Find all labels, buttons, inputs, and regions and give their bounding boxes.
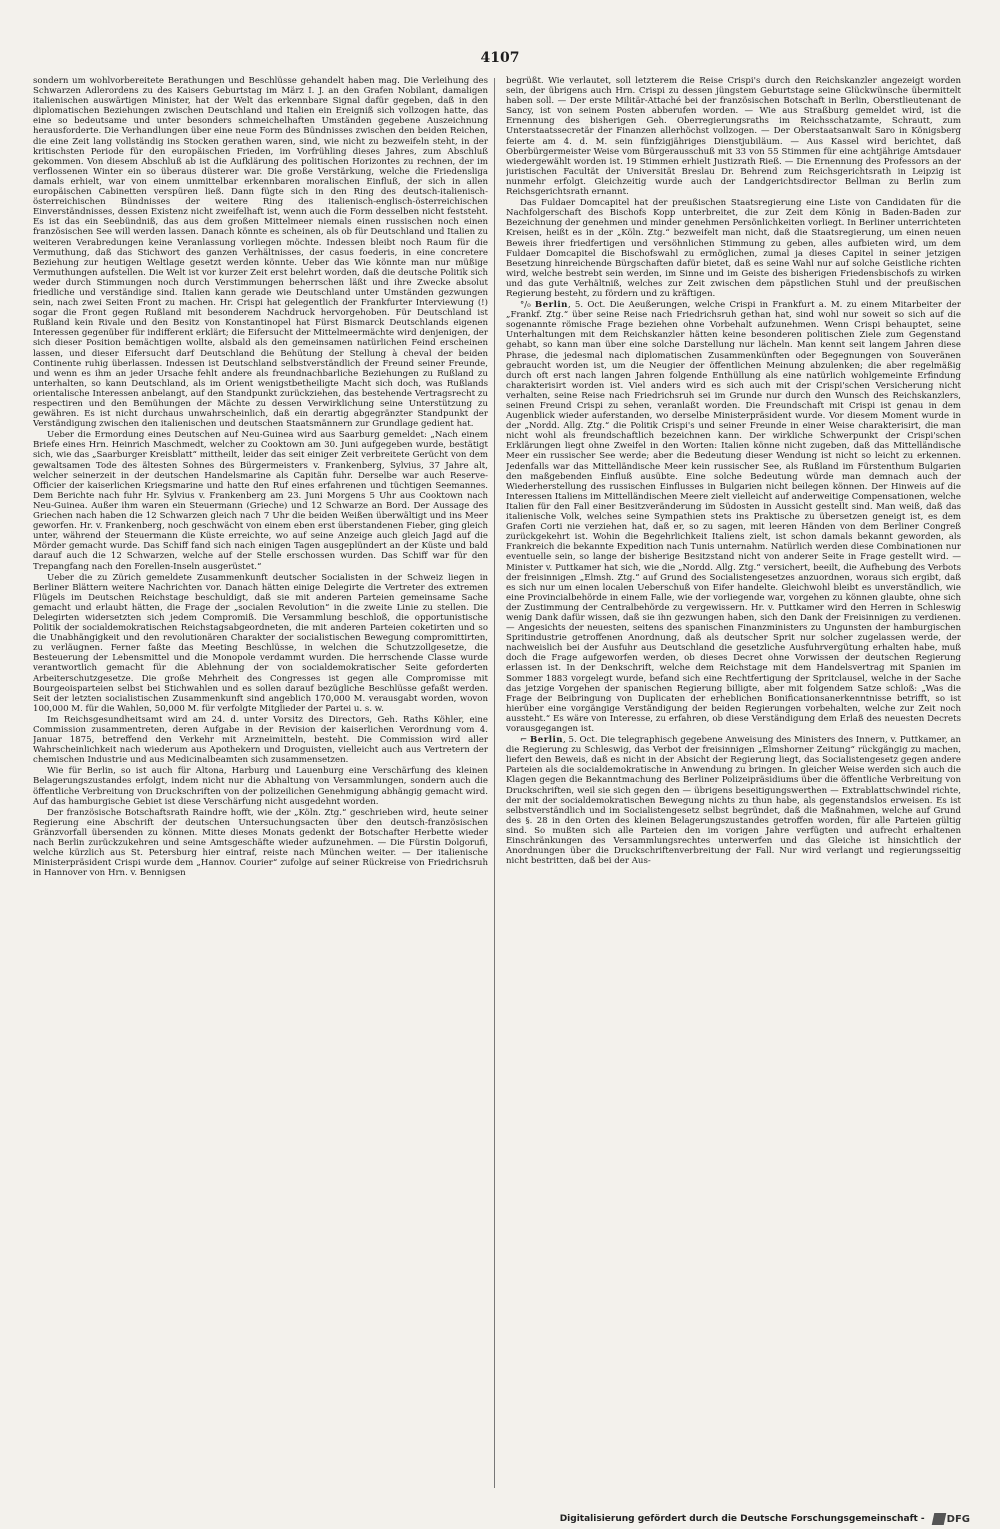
footer-credit: Digitalisierung gefördert durch die Deutsche Forschungsgemeinschaft - bbox=[559, 1514, 925, 1524]
article-paragraph: begrüßt. Wie verlautet, soll letzterem die Reise Crispi's durch den Reichskanzler angezeigt worden sein, der übrigens auch Hrn. Crispi zu dessen jüngstem Geburtstage seine Glückwünsche übermittelt haben soll. — Der erste Militär-Attaché bei der französischen Botschaft in Berlin, Oberstlieutenant de Sancy, ist von seinem Posten abberufen worden. — Wie aus Straßburg gemeldet wird, ist die Ernennung des bisherigen Geh. Oberregierungsraths im Reichsschatzamte, Schrautt, zum Unterstaatssecretär der Finanzen allerhöchst vollzogen. — Der Oberstaatsanwalt Saro in Königsberg feierte am 4. d. M. sein fünfzigjähriges Dienstjubiläum. — Aus Kassel wird berichtet, daß Oberbürgermeister Weise vom Bürgerausschuß mit 33 von 55 Stimmen für eine achtjährige Amtsdauer wiedergewählt worden ist. 19 Stimmen erhielt Justizrath Rieß. — Die Ernennung des Professors an der juristischen Facultät der Universität Breslau Dr. Behrend zum Reichsgerichtsrath in Leipzig ist nunmehr erfolgt. Gleichzeitig wurde auch der Landgerichtsdirector Bellman zu Berlin zum Reichsgerichtsrath ernannt. bbox=[506, 76, 961, 198]
column-divider bbox=[494, 78, 495, 1488]
article-paragraph: Ueber die zu Zürich gemeldete Zusammenkunft deutscher Socialisten in der Schweiz liegen in Berliner Blättern weitere Nachrichten vor. Danach hätten einige Delegirte die Vertreter des extremen Flügels im Deutschen Reichstage beschuldigt, daß sie mit anderen Parteien gemeinsame Sache gemacht und erlaubt hätten, die Frage der „socialen Revolution“ in die zweite Linie zu stellen. Die Delegirten widersetzten sich jedem Compromiß. Die Versammlung beschloß, die opportunistische Politik der socialdemokratischen Reichstagsabgeordneten, die mit anderen Parteien coketirten und so die Unabhängigkeit und den revolutionären Charakter der socialistischen Bewegung compromittirten, zu verläugnen. Ferner faßte das Meeting Beschlüsse, in welchen die Schutzzollgesetze, die Besteuerung der Lebensmittel und die Monopole verdammt wurden. Die herrschende Classe wurde verantwortlich gemacht für die Ablehnung der von socialdemokratischer Seite geforderten Arbeiterschutzgesetze. Die große Mehrheit des Congresses ist gegen alle Compromisse mit Bourgeoisparteien selbst bei Stichwahlen und es sollen darauf bezügliche Beschlüsse gefaßt werden. Seit der letzten socialistischen Zusammenkunft sind angeblich 170,000 M. verausgabt worden, wovon 100,000 M. für die Wahlen, 50,000 M. für verfolgte Mitglieder der Partei u. s. w. bbox=[33, 572, 488, 714]
footer bbox=[560, 1513, 970, 1525]
article-paragraph: Wie für Berlin, so ist auch für Altona, Harburg und Lauenburg eine Verschärfung des kleinen Belagerungszustandes erfolgt, indem nicht nur die Abhaltung von Versammlungen, sondern auch die öffentliche Verbreitung von Druckschriften von der polizeilichen Genehmigung abhängig gemacht wird. Auf das hamburgische Gebiet ist diese Verschärfung nicht ausgedehnt worden. bbox=[33, 766, 488, 807]
right-column bbox=[506, 76, 961, 1496]
article-paragraph: Im Reichsgesundheitsamt wird am 24. d. unter Vorsitz des Directors, Geh. Raths Köhler, eine Commission zusammentreten, deren Aufgabe in der Revision der kaiserlichen Verordnung vom 4. Januar 1875, betreffend den Verkehr mit Arzneimitteln, besteht. Die Commission wird aller Wahrscheinlichkeit nach wiederum aus Apothekern und Droguisten, vielleicht auch aus Vertretern der chemischen Industrie und aus Medicinalbeamten sich zusammensetzen. bbox=[33, 714, 488, 766]
article-body: Die Aeußerungen, welche Crispi in Frankfurt a. M. zu einem Mitarbeiter der „Frankf. Ztg.“ über seine Reise nach Friedrichsruh gethan hat, sind wohl nur soweit so sich auf die sogenannte römische Frage beziehen ohne Vorbehalt aufzunehmen. Wenn Crispi behauptet, seine Unterhaltungen mit dem Reichskanzler hätten keine besonderen politischen Ziele zum Gegenstand gehabt, so kann man über eine solche Darstellung nur lächeln. Man kennt seit langem Jahren diese Phrase, die jedesmal nach diplomatischen Zusammenkünften oder Begegnungen von Souveränen gebraucht worden ist, um die Neugier der öffentlichen Meinung abzulenken; die aber regelmäßig durch oft erst nach langen Jahren folgende Enthüllung als eine natürlich wohlgemeinte Erfindung charakterisirt worden ist. Viel anders wird es sich auch mit der Crispi'schen Versicherung nicht verhalten, seine Reise nach Friedrichsruh sei im Grunde nur durch den Wunsch des Reichskanzlers, seinen Freund Crispi zu sehen, veranlaßt worden. Die Freundschaft mit Crispi ist genau in dem Augenblick wieder auferstanden, wo derselbe Ministerpräsident wurde. Vor diesem Moment wurde in der „Nordd. Allg. Ztg.“ die Politik Crispi's und seiner Freunde in einer Weise charakterisirt, die man nicht wohl als freundschaftlich bezeichnen kann. Der wirkliche Schwerpunkt der Crispi'schen Erklärungen liegt ohne Zweifel in den Worten: Italien könne nicht zugeben, daß das Mittelländische Meer ein russischer See werde; aber die Bedeutung dieser Wendung ist nicht so leicht zu erkennen. Jedenfalls war das Mittelländische Meer kein russischer See, als Rußland im Fürstenthum Bulgarien den maßgebenden Einfluß ausübte. Eine solche Bedeutung würde man demnach auch der Wiederherstellung des russischen Einflusses in Bulgarien nicht beilegen können. Der Hinweis auf die Interessen Italiens im Mittelländischen Meere zielt vielleicht auf anderweitige Compensationen, welche Italien für den Fall einer Besitzveränderung im Südosten in Aussicht gestellt sind. Man weiß, daß das italienische Volk, welches seine Sympathien stets ins Praktische zu übersetzen geneigt ist, es dem Grafen Corti nie verziehen hat, daß er, so zu sagen, mit leeren Händen von dem Berliner Congreß zurückgekehrt ist. Wohin die Begehrlichkeit Italiens zielt, ist schon damals bekannt geworden, als Frankreich die bekannte Expedition nach Tunis unternahm. Natürlich werden diese Combinationen nur eventuelle sein, so lange der bisherige Besitzstand nicht von anderer Seite in Frage gestellt wird. — Minister v. Puttkamer hat sich, wie die „Nordd. Allg. Ztg.“ versichert, beeilt, die Aufhebung des Verbots der freisinnigen „Elmsh. Ztg.“ auf Grund des Socialistengesetzes anzuordnen, woraus sich ergibt, daß es sich nur um einen localen Ueberschuß von Eifer handelte. Gleichwohl bleibt es unverständlich, wie eine Provincialbehörde in einem Falle, wie der vorliegende war, vorgehen zu können glaubte, ohne sich der Zustimmung der Centralbehörde zu vergewissern. Hr. v. Puttkamer wird den Herren in Schleswig wenig Dank dafür wissen, daß sie ihn gezwungen haben, sich den Dank der Freisinnigen zu verdienen. — Angesichts der neuesten, seitens des spanischen Finanzministers zu Ungunsten der hamburgischen Spritindustrie getroffenen Anordnung, daß als deutscher Sprit nur solcher zugelassen werde, der nachweislich bei der Ausfuhr aus Deutschland die gesetzliche Ausfuhrvergütung erhalten habe, muß doch die Frage aufgeworfen werden, ob dieses Decret ohne Vorwissen der deutschen Regierung erlassen ist. In der Denkschrift, welche dem Reichstage mit dem Handelsvertrag mit Spanien im Sommer 1883 vorgelegt wurde, befand sich eine Rechtfertigung der Spritclausel, welche in der Sache das jetzige Vorgehen der spanischen Regierung billigte, aber mit folgendem Satze schloß: „Was die Frage der Beibringung von Duplicaten der erheblichen Bonificationsanerkenntnisse betrifft, so ist hierüber eine vorgängige Verständigung der beiden Regierungen vorbehalten, welche zur Zeit noch aussteht.“ Es wäre von Interesse, zu erfahren, ob diese Verständigung dem Erlaß des neuesten Decrets vorausgegangen ist. bbox=[506, 300, 961, 734]
dateline-date: , 5. Oct. bbox=[563, 735, 598, 746]
dateline-place: Berlin bbox=[530, 735, 564, 746]
article-paragraph: Ueber die Ermordung eines Deutschen auf Neu-Guinea wird aus Saarburg gemeldet: „Nach einem Briefe eines Hrn. Heinrich Maschmedt, welcher zu Cooktown am 30. Juni aufgegeben wurde, bestätigt sich, wie das „Saarburger Kreisblatt“ mittheilt, leider das seit einiger Zeit verbreitete Gerücht von dem gewaltsamen Tode des ältesten Sohnes des Bürgermeisters v. Frankenberg, Sylvius, 37 Jahre alt, welcher seinerzeit in der deutschen Handelsmarine als Capitän fuhr. Derselbe war auch Reserve-Officier der kaiserlichen Kriegsmarine und hatte den Ruf eines erfahrenen und tüchtigen Seemannes. Dem Berichte nach fuhr Hr. Sylvius v. Frankenberg am 23. Juni Morgens 5 Uhr aus Cooktown nach Neu-Guinea. Außer ihm waren ein Steuermann (Grieche) und 12 Schwarze an Bord. Der Aussage des Griechen nach haben die 12 Schwarzen gleich nach 7 Uhr die beiden Weißen überwältigt und ins Meer geworfen. Hr. v. Frankenberg, noch geschwächt von einem eben erst überstandenen Fieber, ging gleich unter, während der Steuermann die Küste erreichte, wo auf seine Anzeige auch gleich Jagd auf die Mörder gemacht wurde. Das Schiff fand sich nach einigen Tagen ausgeplündert an der Küste und bald darauf auch die 12 Schwarzen, welche auf der Stelle erschossen wurden. Das Schiff war für den Trepangfang nach den Forellen-Inseln ausgerüstet.“ bbox=[33, 430, 488, 572]
article-paragraph: Das Fuldaer Domcapitel hat der preußischen Staatsregierung eine Liste von Candidaten für die Nachfolgerschaft des Bischofs Kopp unterbreitet, die zur Zeit dem König in Baden-Baden zur Bezeichnung der genehmen und minder genehmen Persönlichkeiten vorliegt. In Berliner unterrichteten Kreisen, heißt es in der „Köln. Ztg.“ bezweifelt man nicht, daß die Staatsregierung, um einen neuen Beweis ihrer friedfertigen und versöhnlichen Stimmung zu geben, alles aufbieten wird, um dem Fuldaer Domcapitel die Bischofswahl zu ermöglichen, zumal ja dieses Capitel in seiner jetzigen Besetzung hinreichende Bürgschaften dafür bietet, daß es seine Wahl nur auf solche Geistliche richten wird, welche bestrebt sein werden, im Sinne und im Geiste des bisherigen Friedensbischofs zu wirken und das gute Verhältniß, welches zur Zeit zwischen dem päpstlichen Stuhl und der preußischen Regierung besteht, zu fördern und zu kräftigen. bbox=[506, 198, 961, 299]
article-body: Die telegraphisch gegebene Anweisung des Ministers des Innern, v. Puttkamer, an die Regierung zu Schleswig, das Verbot der freisinnigen „Elmshorner Zeitung“ rückgängig zu machen, liefert den Beweis, daß es nicht in der Absicht der Regierung liegt, das Socialistengesetz gegen andere Parteien als die socialdemokratische in Anwendung zu bringen. In gleicher Weise werden sich auch die Klagen gegen die Bekanntmachung des Berliner Polizeipräsidiums über die öffentliche Verbreitung von Druckschriften, weil sie sich gegen den — übrigens beseitigungswerthen — Extrablattschwindel richte, der mit der socialdemokratischen Bewegung nichts zu thun habe, als gegenstandslos erweisen. Es ist selbstverständlich und im Socialistengesetz selbst begründet, daß die Maßnahmen, welche auf Grund des §. 28 in den Orten des kleinen Belagerungszustandes getroffen worden, für alle Parteien gültig sind. So mußten sich alle Parteien den im vorigen Jahre verfügten und aufrecht erhaltenen Einschränkungen des Versammlungsrechtes unterwerfen und das Gleiche ist hinsichtlich der Anordnungen über die Druckschriftenverbreitung der Fall. Nur wird verlangt und regierungsseitig nicht bestritten, daß bei der Aus- bbox=[506, 735, 961, 867]
dfg-logo-icon bbox=[931, 1513, 946, 1525]
dateline-date: , 5. Oct. bbox=[567, 300, 606, 311]
left-column bbox=[33, 76, 488, 1496]
correspondent-mark: °/₀ bbox=[520, 300, 531, 311]
article-paragraph: sondern um wohlvorbereitete Berathungen und Beschlüsse gehandelt haben mag. Die Verleihung des Schwarzen Adlerordens zu des Kaisers Geburtstag im März I. J. an den Grafen Nobilant, damaligen italienischen auswärtigen Minister, hat der Welt das erkennbare Signal dafür gegeben, daß in den diplomatischen Beziehungen zwischen Deutschland und Italien ein Ereigniß sich vollzogen hatte, das eine so bedeutsame und unter besonders schmeichelhaften Umständen gegebene Auszeichnung herausforderte. Die Verhandlungen über eine neue Form des Bündnisses zwischen den beiden Reichen, die eine Zeit lang vollständig ins Stocken gerathen waren, sind, wie nicht zu bezweifeln steht, in der kritischsten Periode für den europäischen Frieden, im Vorfrühling dieses Jahres, zum Abschluß gekommen. Von diesem Abschluß ab ist die Aufklärung des politischen Horizontes zu rechnen, der im verflossenen Winter ein so überaus düsterer war. Die große Verstärkung, welche die Friedensliga damals erhielt, war von einem unmittelbar erkennbaren moralischen Einfluß, der sich in allen europäischen Cabinetten verspüren ließ. Dann fügte sich in den Ring des deutsch-italienisch-österreichischen Bündnisses der weitere Ring des italienisch-englisch-österreichischen Einverständnisses, dessen Existenz nicht zweifelhaft ist, wenn auch die Form desselben nicht feststeht. Es ist das ein Seebündniß, das aus dem großen Mittelmeer niemals einen russischen noch einen französischen See will werden lassen. Danach könnte es scheinen, als ob für Deutschland und Italien zu weiteren Verabredungen keine Veranlassung vorliegen möchte. Indessen bleibt noch Raum für die Vermuthung, daß das Stichwort des ganzen Verhältnisses, der casus foederis, in eine concretere Beziehung zur heutigen Weltlage gesetzt werden könnte. Ueber das Wie könnte man nur müßige Vermuthungen aufstellen. Die Welt ist vor kurzer Zeit erst belehrt worden, daß die deutsche Politik sich weder durch Stimmungen noch durch Verstimmungen beherrschen läßt und ihre Zwecke absolut friedliche und verständige sind. Italien kann gerade wie Deutschland unter Umständen gezwungen sein, nach zwei Seiten Front zu machen. Hr. Crispi hat gelegentlich der Frankfurter Interviewung (!) sogar die Front gegen Rußland mit besonderem Nachdruck hervorgehoben. Für Deutschland ist Rußland kein Rivale und den Besitz von Konstantinopel hat Fürst Bismarck Deutschlands eigenen Interessen gegenüber für indifferent erklärt; die Eifersucht der Mittelmeermächte wird denjenigen, der sich dieser Position bemächtigen wollte, alsbald als den gemeinsamen natürlichen Feind erscheinen lassen, und dieser Eifersucht darf Deutschland die Behütung der Stellung à cheval der beiden Continente ruhig überlassen. Indessen ist Deutschland selbstverständlich der Freund seiner Freunde, und wenn es ihm an jeder Ursache fehlt andere als freundnachbarliche Beziehungen zu Rußland zu unterhalten, so kann Deutschland, als im Orient wenigstbetheiligte Macht sich doch, was Rußlands orientalische Interessen anbelangt, auf den Standpunkt zurückziehen, das bestehende Vertragsrecht zu respectiren und den Bemühungen der Mächte zu dessen Verwirklichung seine Unterstützung zu gewähren. Es ist nicht durchaus unwahrscheinlich, daß ein derartig abgegränzter Standpunkt der Verständigung zwischen den italienischen und deutschen Staatsmännern zur Grundlage gedient hat. bbox=[33, 76, 488, 430]
dfg-logo[interactable] bbox=[933, 1513, 970, 1525]
article-paragraph: Der französische Botschaftsrath Raindre hofft, wie der „Köln. Ztg.“ geschrieben wird, heute seiner Regierung eine Abschrift der deutschen Untersuchungsacten über den deutsch-französischen Gränzvorfall übersenden zu können. Mitte dieses Monats gedenkt der Botschafter Herbette wieder nach Berlin zurückzukehren und seine Amtsgeschäfte wieder aufzunehmen. — Die Fürstin Dolgorufi, welche kürzlich aus St. Petersburg hier eintraf, reiste nach München weiter. — Der italienische Ministerpräsident Crispi wurde dem „Hannov. Courier“ zufolge auf seiner Rückreise von Friedrichsruh in Hannover von Hrn. v. Bennigsen bbox=[33, 807, 488, 879]
page-number: 4107 bbox=[480, 50, 520, 66]
dateline-place: Berlin bbox=[534, 300, 568, 311]
article-paragraph bbox=[506, 300, 961, 734]
article-paragraph bbox=[506, 735, 961, 866]
dfg-logo-text: DFG bbox=[946, 1513, 970, 1525]
correspondent-mark: ⌐ bbox=[520, 735, 528, 746]
